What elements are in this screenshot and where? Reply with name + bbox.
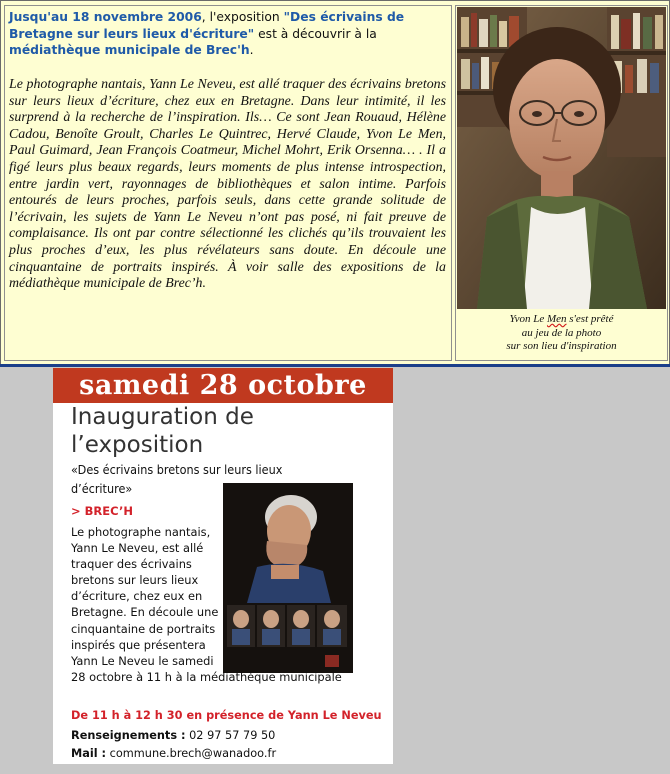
clipping-body-line: bretons sur leurs lieux <box>71 573 199 588</box>
clipping-body-line: cinquantaine de portraits <box>71 621 216 636</box>
clipping-body-line: Yann Le Neveu le samedi <box>71 653 214 668</box>
intro-text-1: , l'exposition <box>201 10 284 24</box>
caption-line-2: au jeu de la photo <box>521 326 602 339</box>
clipping-body-line: Bretagne. En découle une <box>71 605 219 620</box>
mail-address: commune.brech@wanadoo.fr <box>109 746 277 760</box>
intro-text-3: . <box>249 43 254 58</box>
exhibition-title: "Des écrivains de Bretagne sur leurs lieux d'écriture" <box>9 10 405 41</box>
clipping-title-line-1: Inauguration de <box>71 404 254 430</box>
yvon-le-men-photo <box>457 7 666 309</box>
clipping-body-line: Le photographe nantais, <box>71 525 211 539</box>
clipping-contact <box>71 727 276 762</box>
clipping-body-line: traquer des écrivains <box>71 557 192 572</box>
clipping-subtitle-line-2: d’écriture» <box>71 481 133 496</box>
info-label: Renseignements : <box>71 729 186 742</box>
caption-line-3: sur son lieu d'inspiration <box>506 340 617 352</box>
clipping-body-line: inspirés que présentera <box>71 637 206 652</box>
exhibition-panel <box>0 0 670 366</box>
exhibition-description: Le photographe nantais, Yann Le Neveu, est allé traquer des écrivains bretons sur leurs lieux d’écriture, chez eux en Bretagne. Dans leur intimité, il les surprend à la recherche de l’inspiration. Ils… Ce sont Jean Rouaud, Hélène Cadou, Benoîte Groult, Charles Le Quintrec, Hervé Claude, Yvon Le Men, Paul Guimard, Jean François Coatmeur, Michel Mohrt, Erik Orsenna… . Il a figé leurs plus beaux regards, leurs moments de plus intense introspection, entre jardin vert, rayonnages de bibliothèques et salon intime. Parfois entourés de leurs proches, parfois seuls, dans cette grande solitude de l’écrivain, les sujets de Yann Le Neveu n’ont pas posé, ni fait preuve de complaisance. Ils ont par contre sélectionné les clichés qu’ils trouvaient les plus proches d’eux, les plus révélateurs sans doute. En découle une cinquantaine de portraits inspirés. À voir salle des expositions de la médiathèque municipale de Brec’h. <box>9 77 446 292</box>
intro-paragraph <box>9 9 449 59</box>
clipping-subtitle-line-1: «Des écrivains bretons sur leurs lieux <box>71 462 283 477</box>
contact-phone-row <box>71 727 276 745</box>
intro-date: Jusqu'au 18 novembre 2006 <box>9 10 202 24</box>
clipping-body-line: 28 octobre à 11 h à la médiathèque municipale <box>71 669 342 684</box>
panel-bottom-rule <box>0 364 670 367</box>
caption-line-1: Yvon Le Men s'est prêté <box>509 313 614 325</box>
intro-text-2: est à découvrir à la <box>254 26 377 41</box>
clipping-body-line: d’écriture, chez eux en <box>71 589 203 604</box>
clipping-body-line: Yann Le Neveu, est allé <box>71 541 204 556</box>
clipping-date: samedi 28 octobre <box>79 370 367 401</box>
contact-mail-row <box>71 745 276 763</box>
photo-cell <box>455 5 668 361</box>
clipping-title-line-2: l’exposition <box>71 432 204 458</box>
clipping-time-note: De 11 h à 12 h 30 en présence de Yann Le Neveu <box>71 709 382 722</box>
clipping-location: > BREC’H <box>71 504 133 518</box>
announcement-cell <box>4 5 452 361</box>
mail-label: Mail : <box>71 746 107 760</box>
library-name: médiathèque municipale de Brec'h <box>9 43 250 58</box>
info-phone: 02 97 57 79 50 <box>189 729 276 742</box>
photo-caption <box>456 313 667 354</box>
clipping-body <box>71 524 361 685</box>
clipping-title <box>71 403 381 459</box>
clipping-header-band <box>53 368 393 403</box>
newspaper-clipping <box>53 368 393 764</box>
